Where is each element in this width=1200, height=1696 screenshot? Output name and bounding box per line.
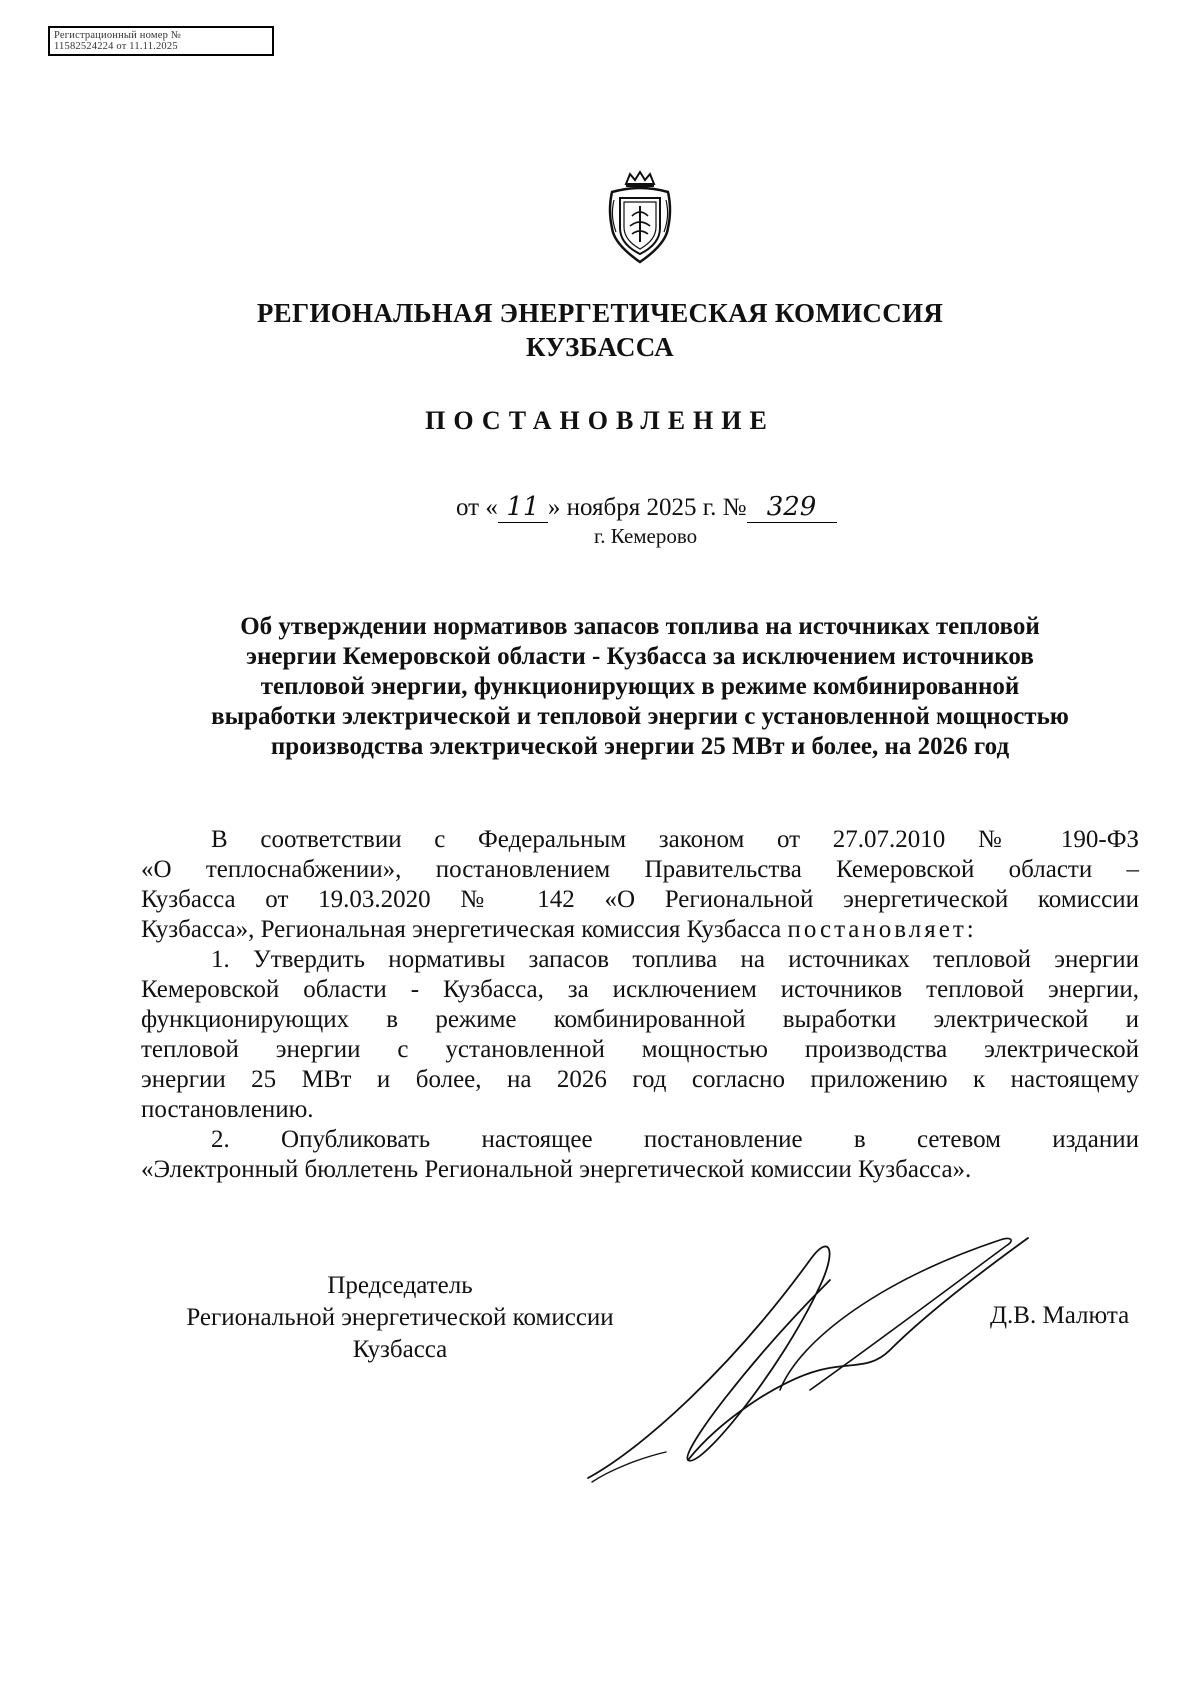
item-2-line: «Электронный бюллетень Региональной энергетической комиссии Кузбасса».: [141, 1156, 972, 1183]
date-day: 11: [498, 492, 548, 523]
signatory-position-line2: Региональной энергетической комиссии: [186, 1304, 614, 1331]
body-line: «О теплоснабжении», постановлением Правительства Кемеровской области –: [141, 856, 1139, 883]
subject-line: энергии Кемеровской области - Кузбасса за исключением источников: [246, 643, 1034, 670]
city: г. Кемерово: [594, 524, 698, 548]
coat-of-arms-icon: [604, 170, 676, 266]
registration-label: Регистрационный номер №: [54, 30, 182, 41]
organization-title-line1: РЕГИОНАЛЬНАЯ ЭНЕРГЕТИЧЕСКАЯ КОМИССИЯ: [256, 298, 944, 328]
subject-line: тепловой энергии, функционирующих в режиме комбинированной: [260, 673, 1020, 700]
signatory-position-line1: Председатель: [327, 1272, 473, 1299]
decree-word: постановляет:: [787, 916, 977, 943]
document-kind: ПОСТАНОВЛЕНИЕ: [425, 406, 775, 435]
body-line: [141, 915, 1139, 945]
item-1-line: тепловой энергии с установленной мощностью производства электрической: [141, 1036, 1139, 1063]
item-1-line: постановлению.: [141, 1096, 314, 1123]
body-line: Кузбасса от 19.03.2020 № 142 «О Региональной энергетической комиссии: [141, 886, 1139, 913]
document-number: 329: [747, 492, 837, 523]
subject-line: производства электрической энергии 25 МВт и более, на 2026 год: [270, 733, 1010, 760]
item-1-line: энергии 25 МВт и более, на 2026 год согласно приложению к настоящему: [141, 1066, 1139, 1093]
body-line-text: Кузбасса», Региональная энергетическая комиссия Кузбасса: [141, 916, 782, 943]
body-text: [141, 825, 1139, 1185]
item-1-line: 1. Утвердить нормативы запасов топлива на источниках тепловой энергии: [211, 946, 1139, 973]
organization-title-line2: КУЗБАССА: [526, 332, 674, 362]
date-line: [456, 492, 837, 523]
handwritten-signature: [580, 1220, 1040, 1490]
body-line: В соответствии с Федеральным законом от 27.07.2010 № 190-ФЗ: [211, 826, 1139, 853]
subject-line: выработки электрической и тепловой энергии с установленной мощностью: [211, 703, 1069, 730]
signatory-name: Д.В. Малюта: [990, 1302, 1130, 1329]
registration-number: 11582524224 от 11.11.2025: [54, 41, 178, 52]
subject-line: Об утверждении нормативов запасов топлива на источниках тепловой: [240, 613, 1040, 640]
date-prefix: от «: [456, 494, 498, 521]
subject-title: [150, 612, 1130, 762]
item-1-line: Кемеровской области - Кузбасса, за исключением источников тепловой энергии,: [141, 976, 1139, 1003]
date-month-year: » ноября 2025 г. №: [547, 494, 747, 521]
registration-stamp: [48, 26, 274, 56]
signatory-position-line3: Кузбасса: [352, 1336, 448, 1363]
item-2-line: 2. Опубликовать настоящее постановление в сетевом издании: [211, 1126, 1139, 1153]
item-1-line: функционирующих в режиме комбинированной выработки электрической и: [141, 1006, 1139, 1033]
signatory-position: [150, 1270, 650, 1366]
